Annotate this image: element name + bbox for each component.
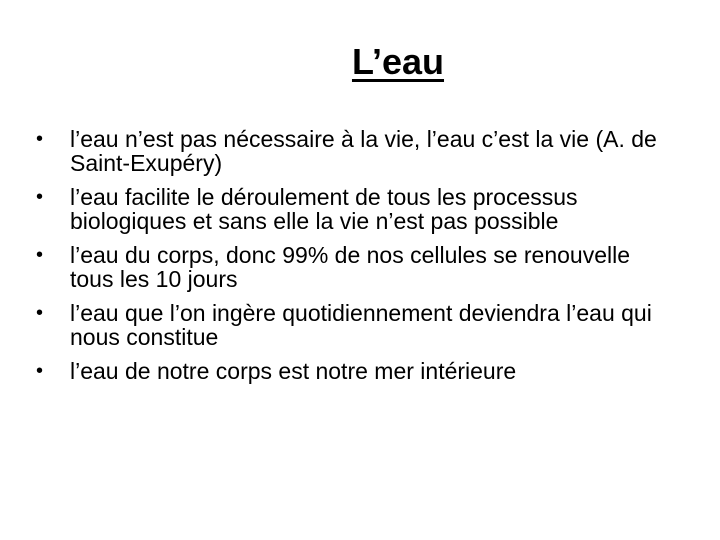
bullet-text: l’eau facilite le déroulement de tous les processus biologiques et sans elle la vie n’est pas possible [70,184,578,234]
bullet-text: l’eau n’est pas nécessaire à la vie, l’eau c’est la vie (A. de Saint-Exupéry) [70,126,657,176]
bullet-item [36,186,676,233]
bullet-marker: • [36,360,44,382]
slide-title [0,40,720,84]
bullet-item [36,302,676,349]
bullet-marker: • [36,186,44,208]
bullet-marker: • [36,128,44,150]
bullet-item [36,128,676,175]
bullet-text: l’eau que l’on ingère quotidiennement deviendra l’eau qui nous constitue [70,300,652,350]
bullet-text: l’eau du corps, donc 99% de nos cellules se renouvelle tous les 10 jours [70,242,631,292]
bullet-item [36,244,676,291]
bullet-marker: • [36,302,44,324]
slide-title-text: L’eau [351,41,445,82]
bullet-marker: • [36,244,44,266]
bullet-item [36,360,676,384]
bullet-list [36,128,676,395]
bullet-text: l’eau de notre corps est notre mer intérieure [70,358,517,384]
